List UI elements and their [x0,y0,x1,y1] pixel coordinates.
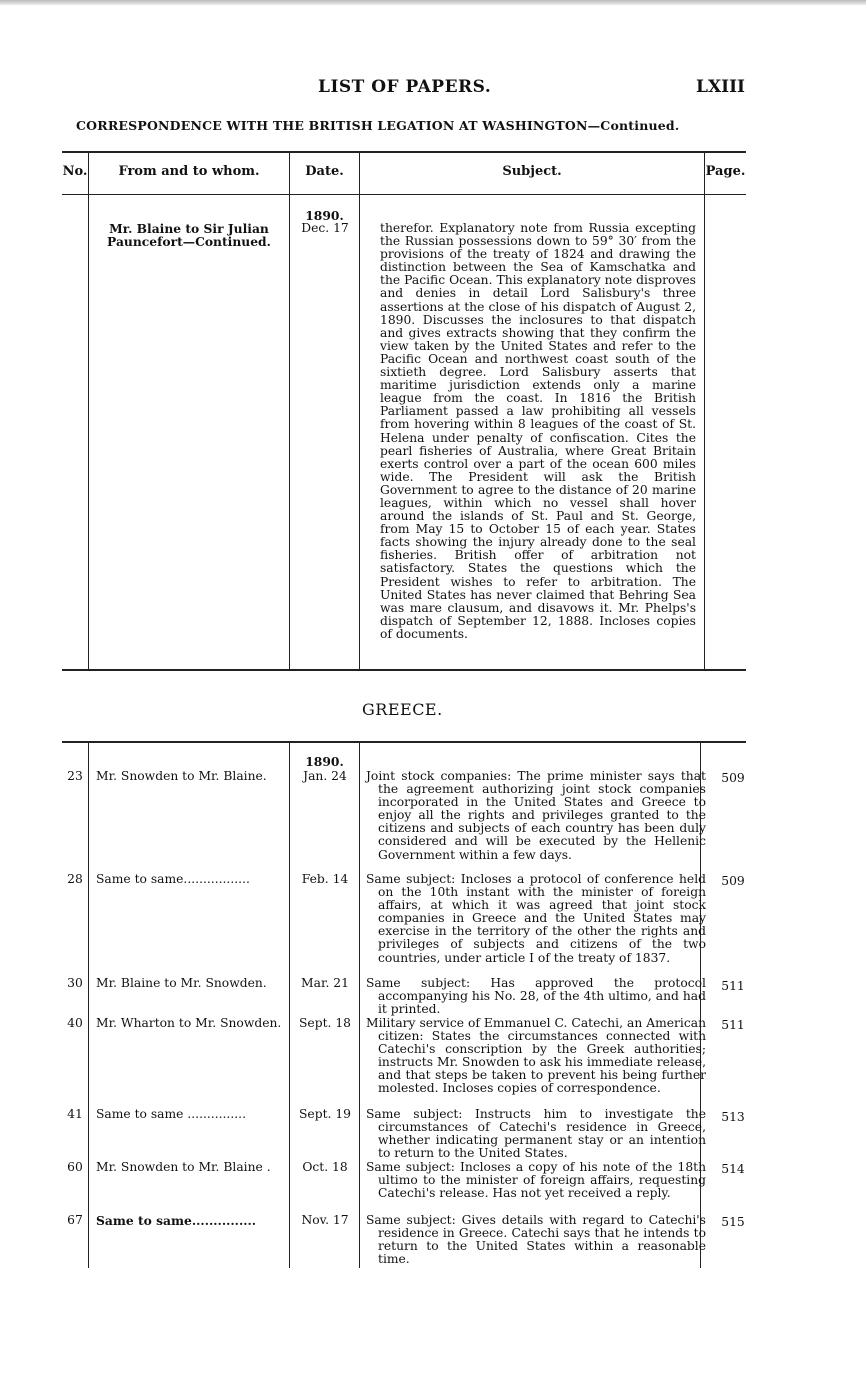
row-no: 67 [67,1213,83,1227]
col-divider [88,153,89,669]
year-cell: 1890. [305,208,344,223]
table-top-rule [62,741,746,743]
col-divider [289,743,290,1268]
row-subject: Military service of Emmanuel C. Catechi, an American citizen: States the circumstances connected with Catechi's conscription by the Greek authorities; instructs Mr. Snowden to ask his immediate release, and that steps be taken to prevent his being further molested. Incloses copies of correspondence. [366,1016,706,1096]
row-page: 509 [721,771,745,785]
column-header-subject: Subject. [502,164,562,179]
table-top-rule [62,151,746,153]
col-divider [359,153,360,669]
row-page: 509 [721,874,745,888]
row-subject: Same subject: Instructs him to investigate the circumstances of Catechi's residence in Greece, whether indicating permanent stay or an intention to return to the United States. [366,1107,706,1161]
row-page: 511 [721,1018,745,1032]
column-header-page: Page. [705,164,746,179]
row-page: 514 [721,1162,745,1176]
row-date: Sept. 18 [299,1016,351,1030]
row-date: Feb. 14 [301,872,349,886]
scan-edge [0,0,866,5]
row-date: Mar. 21 [301,976,349,990]
row-page: 511 [721,979,745,993]
row-no: 60 [67,1160,83,1174]
column-header-date: Date. [305,164,344,179]
row-no: 41 [67,1107,83,1121]
col-divider [704,153,705,669]
row-from: Mr. Snowden to Mr. Blaine. [96,769,267,783]
row-no: 23 [67,769,83,783]
row-date: Sept. 19 [299,1107,351,1121]
col-divider [359,743,360,1268]
row-from: Mr. Blaine to Mr. Snowden. [96,976,267,990]
row-date: Nov. 17 [301,1213,349,1227]
row-from: Same to same ............... [96,1107,246,1121]
row-from: Mr. Wharton to Mr. Snowden. [96,1016,282,1030]
column-header-no: No. [62,164,88,179]
date-cell: Dec. 17 [301,221,349,235]
row-subject: Same subject: Incloses a copy of his note of the 18th ultimo to the minister of foreign affairs, requesting Catechi's release. Has not yet received a reply. [366,1160,706,1201]
row-from: Same to same............... [96,1213,257,1228]
col-divider [289,153,290,669]
section-heading-greece: GREECE. [362,700,443,719]
table-bottom-rule [62,669,746,671]
page-title: LIST OF PAPERS. [318,77,492,97]
row-page: 515 [721,1215,745,1229]
row-subject: Same subject: Incloses a protocol of conference held on the 10th instant with the minister of foreign affairs, at which it was agreed that joint stock companies in Greece and the United States may exercise in the territory of the other the rights and privileges of subjects and citizens of the two countries, under article I of the treaty of 1837. [366,872,706,965]
row-subject: Same subject: Has approved the protocol accompanying his No. 28, of the 4th ultimo, and had it printed. [366,976,706,1017]
year-cell: 1890. [305,754,344,769]
row-from: Mr. Snowden to Mr. Blaine . [96,1160,271,1174]
row-subject: Same subject: Gives details with regard to Catechi's residence in Greece. Catechi says that he intends to return to the United States within a reasonable time. [366,1213,706,1267]
col-divider [88,743,89,1268]
row-from: Same to same................. [96,872,250,886]
row-page: 513 [721,1110,745,1124]
header-bottom-rule [62,194,746,195]
row-date: Oct. 18 [302,1160,348,1174]
row-no: 40 [67,1016,83,1030]
row-no: 28 [67,872,83,886]
page-number: LXIII [696,77,745,97]
from-cell: Mr. Blaine to Sir Julian Pauncefort—Continued. [107,221,271,250]
row-date: Jan. 24 [303,769,347,783]
row-subject: Joint stock companies: The prime minister says that the agreement authorizing joint stock companies incorporated in the United States and Greece to enjoy all the rights and privileges granted to the citizens and subjects of each country has been duly considered and will be executed by the Hellenic Government within a few days. [366,769,706,862]
column-header-from: From and to whom. [118,164,260,179]
subject-cell: therefor. Explanatory note from Russia excepting the Russian possessions down to 59° 30′ from the provisions of the treaty of 1824 and drawing the distinction between the Sea of Kamschatka and the Pacific Ocean. This explanatory note disproves and denies in detail Lord Salisbury's three assertions at the close of his dispatch of August 2, 1890. Discusses the inclosures to that dispatch and gives extracts showing that they confirm the view taken by the United States and refer to the Pacific Ocean and northwest coast south of the sixtieth degree. Lord Salisbury asserts that maritime jurisdiction extends only a marine league from the coast. In 1816 the British Parliament passed a law prohibiting all vessels from hovering within 8 leagues of the coast of St. Helena under penalty of confiscation. Cites the pearl fisheries of Australia, where Great Britain exerts control over a part of the ocean 600 miles wide. The President will ask the British Government to agree to the distance of 20 marine leagues, within which no vessel shall hover around the islands of St. Paul and St. George, from May 15 to October 15 of each year. States facts showing the injury already done to the seal fisheries. British offer of arbitration not satisfactory. States the questions which the President wishes to refer to arbitration. The United States has never claimed that Behring Sea was mare clausum, and disavows it. Mr. Phelps's dispatch of September 12, 1888. Incloses copies of documents. [380,221,696,641]
row-no: 30 [67,976,83,990]
section-subtitle: CORRESPONDENCE WITH THE BRITISH LEGATION AT WASHINGTON—Continued. [76,118,680,133]
